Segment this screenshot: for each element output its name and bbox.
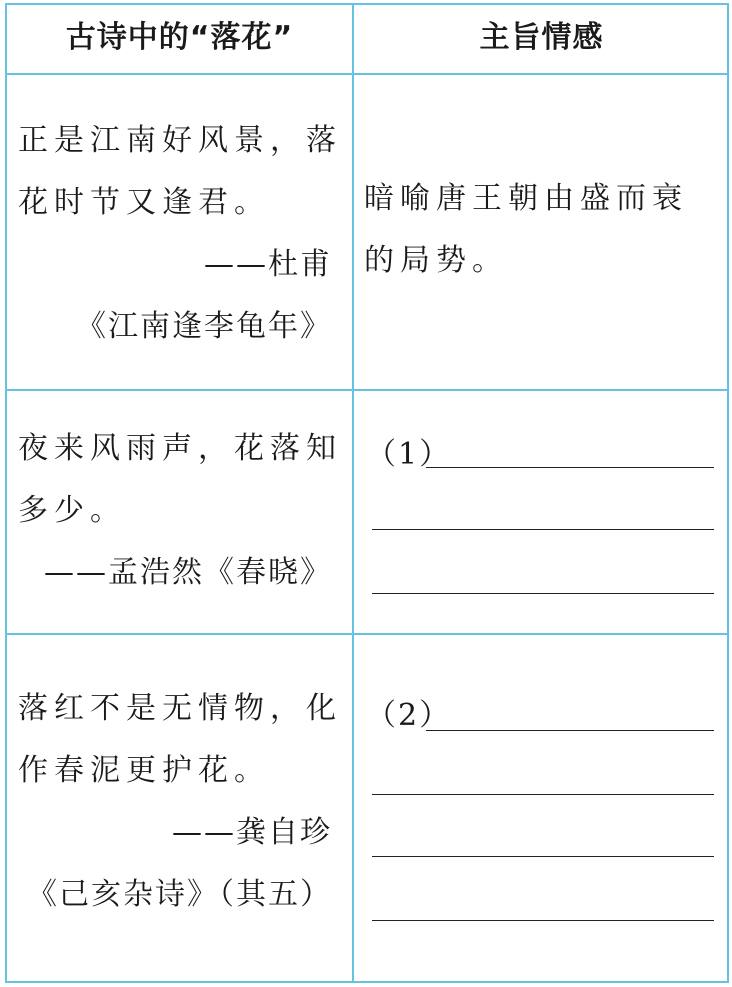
- answer-blank-line[interactable]: [372, 920, 714, 921]
- poem-author: ——龚自珍: [172, 815, 332, 850]
- answer-blank-line[interactable]: [372, 593, 714, 594]
- row-divider-2: [7, 633, 727, 635]
- poem-line: 正是江南好风景，落: [18, 123, 342, 158]
- poem-line: 落红不是无情物，化: [18, 691, 342, 726]
- poem-title: 《江南逢李龟年》: [76, 309, 332, 344]
- poem-title: 《己亥杂诗》（其五）: [27, 877, 332, 912]
- poem-author: ——杜甫: [204, 247, 332, 282]
- theme-line: 的局势。: [364, 243, 508, 278]
- poem-line: 夜来风雨声，花落知: [18, 431, 342, 466]
- answer-blank-line[interactable]: [372, 794, 714, 795]
- column-divider: [352, 5, 354, 981]
- answer-blank-line[interactable]: [372, 856, 714, 857]
- theme-cell-1: [364, 168, 714, 292]
- question-label-1: （1）: [366, 437, 452, 472]
- answer-blank-line[interactable]: [426, 730, 714, 731]
- header-divider: [7, 73, 727, 75]
- poem-cell-2: [18, 418, 342, 604]
- poem-cell-3: [18, 678, 342, 926]
- poem-author: ——孟浩然《春晓》: [44, 555, 332, 590]
- answer-blank-line[interactable]: [426, 467, 714, 468]
- question-label-2: （2）: [366, 698, 452, 733]
- header-poem-column: 古诗中的“落花”: [65, 20, 294, 55]
- header-theme-column: 主旨情感: [479, 20, 604, 55]
- answer-blank-line[interactable]: [372, 529, 714, 530]
- row-divider-1: [7, 389, 727, 391]
- theme-line: 暗喻唐王朝由盛而衰: [364, 181, 688, 216]
- poem-cell-1: [18, 110, 342, 358]
- poem-line: 多少。: [18, 493, 126, 528]
- poem-line: 花时节又逢君。: [18, 185, 270, 220]
- poem-line: 作春泥更护花。: [18, 753, 270, 788]
